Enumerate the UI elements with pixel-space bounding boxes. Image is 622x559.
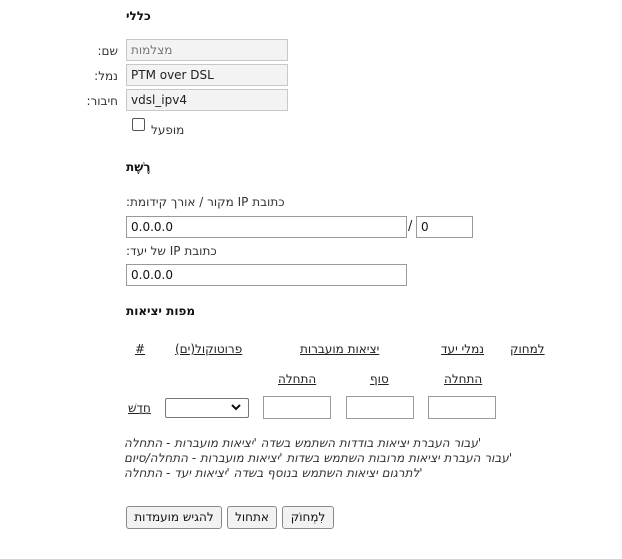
column-protocols[interactable]: פרוטוקול(ים) bbox=[175, 342, 243, 356]
reset-button[interactable]: אתחול bbox=[227, 506, 277, 529]
delete-button[interactable]: לִמְחוֹק bbox=[282, 506, 334, 529]
note-single-port: 'עבור העברת יציאות בודדות השתמש בשדה 'יציאות מועברות - התחלה bbox=[124, 436, 482, 450]
column-delete[interactable]: למחוק bbox=[510, 342, 545, 356]
submit-button[interactable]: להגיש מועמדות bbox=[126, 506, 222, 529]
forwarded-end-input[interactable] bbox=[346, 396, 414, 419]
column-forwarded-end[interactable]: סוף bbox=[370, 372, 389, 386]
name-field[interactable]: מצלמות bbox=[126, 39, 288, 61]
port-label: נמל: bbox=[94, 69, 118, 83]
source-ip-input[interactable]: 0.0.0.0 bbox=[126, 216, 407, 238]
enabled-checkbox[interactable] bbox=[132, 118, 145, 131]
note-port-translation: 'לתרגום יציאות השתמש בנוסף בשדה 'יציאות יעד - התחלה bbox=[124, 466, 423, 480]
name-label: שם: bbox=[97, 44, 118, 58]
forwarded-start-input[interactable] bbox=[263, 396, 331, 419]
section-heading-general: כללי bbox=[126, 9, 151, 23]
column-forwarded-start[interactable]: התחלה bbox=[278, 372, 317, 386]
connection-field: vdsl_ipv4 bbox=[126, 89, 288, 111]
note-multiple-ports: 'עבור העברת יציאות מרובות השתמש בשדות 'יציאות מועברות - התחלה/סיום bbox=[124, 451, 513, 465]
section-heading-network: רֶשֶׁת bbox=[126, 160, 151, 174]
connection-label: חיבור: bbox=[86, 94, 118, 108]
chevron-down-icon bbox=[229, 400, 243, 417]
new-row-link[interactable]: חָדָשׁ bbox=[128, 401, 151, 415]
dest-ip-label: כתובת IP של יעד: bbox=[126, 244, 217, 258]
dest-start-input[interactable] bbox=[428, 396, 496, 419]
column-dest-ports[interactable]: נמלי יעד bbox=[441, 342, 485, 356]
section-heading-port-maps: מפות יציאות bbox=[126, 304, 196, 318]
column-hash[interactable]: # bbox=[135, 342, 146, 356]
port-field: PTM over DSL bbox=[126, 64, 288, 86]
column-dest-start[interactable]: התחלה bbox=[444, 372, 483, 386]
dest-ip-input[interactable]: 0.0.0.0 bbox=[126, 264, 407, 286]
protocol-select[interactable] bbox=[165, 398, 249, 418]
enabled-label: מופעל bbox=[151, 123, 185, 137]
prefix-slash: / bbox=[408, 219, 413, 234]
source-ip-label: כתובת IP מקור / אורך קידומת: bbox=[126, 195, 285, 209]
column-forwarded-ports[interactable]: יציאות מועברות bbox=[300, 342, 380, 356]
prefix-length-input[interactable]: 0 bbox=[416, 216, 473, 238]
